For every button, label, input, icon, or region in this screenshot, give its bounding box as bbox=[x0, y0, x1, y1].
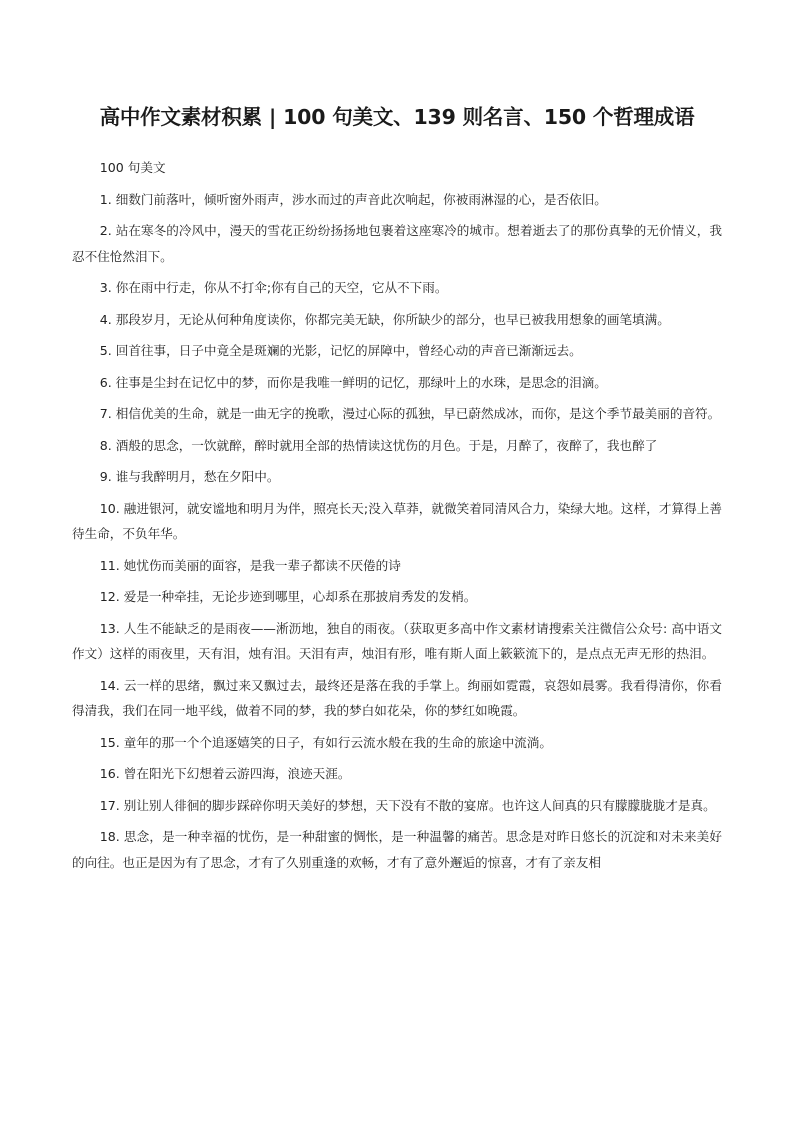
paragraph-17: 17. 别让别人徘徊的脚步踩碎你明天美好的梦想，天下没有不散的宴席。也许这人间真的只有朦朦胧胧才是真。 bbox=[99, 797, 716, 813]
paragraph-13: 13. 人生不能缺乏的是雨夜——淅沥地，独自的雨夜。（获取更多高中作文素材请搜索关注微信公众号: 高中语文作文）这样的雨夜里，天有泪，烛有泪。天泪有声，烛泪有形，唯有斯人面上簌簌流下的，是点点无声无形的热泪。 bbox=[72, 620, 722, 661]
paragraph-4: 4. 那段岁月，无论从何种角度读你，你都完美无缺，你所缺少的部分，也早已被我用想象的画笔填满。 bbox=[99, 311, 670, 327]
section-heading: 100 句美文 bbox=[99, 160, 166, 175]
paragraph-1: 1. 细数门前落叶，倾听窗外雨声，涉水而过的声音此次响起，你被雨淋湿的心，是否依旧。 bbox=[99, 191, 607, 207]
paragraph-16: 16. 曾在阳光下幻想着云游四海，浪迹天涯。 bbox=[99, 766, 351, 781]
paragraph-10: 10. 融进银河，就安谧地和明月为伴，照亮长天;没入草莽，就微笑着同清风合力，染绿大地。这样，才算得上善待生命，不负年华。 bbox=[72, 500, 722, 541]
paragraph-5: 5. 回首往事，日子中竟全是斑斓的光影，记忆的屏障中，曾经心动的声音已渐渐远去。 bbox=[99, 343, 582, 358]
paragraph-11: 11. 她忧伤而美丽的面容，是我一辈子都读不厌倦的诗 bbox=[99, 557, 401, 573]
paragraph-9: 9. 谁与我醉明月，愁在夕阳中。 bbox=[99, 469, 280, 484]
paragraph-18: 18. 思念，是一种幸福的忧伤，是一种甜蜜的惆怅，是一种温馨的痛苦。思念是对昨日悠长的沉淀和对未来美好的向往。也正是因为有了思念，才有了久别重逢的欢畅，才有了意外邂逅的惊喜，才有了亲友相 bbox=[72, 829, 722, 870]
paragraph-15: 15. 童年的那一个个追逐嬉笑的日子，有如行云流水般在我的生命的旅途中流淌。 bbox=[99, 734, 552, 750]
document-title: 高中作文素材积累 | 100 句美文、139 则名言、150 个哲理成语 bbox=[99, 105, 695, 129]
paragraph-3: 3. 你在雨中行走，你从不打伞;你有自己的天空，它从不下雨。 bbox=[99, 280, 448, 295]
document-body bbox=[72, 155, 722, 881]
paragraph-14: 14. 云一样的思绪，飘过来又飘过去，最终还是落在我的手掌上。绚丽如霓霞，哀怨如晨雾。我看得清你，你看得清我，我们在同一地平线，做着不同的梦，我的梦白如花朵，你的梦红如晚霞。 bbox=[72, 677, 722, 718]
paragraph-12: 12. 爱是一种牵挂，无论步迹到哪里，心却系在那披肩秀发的发梢。 bbox=[99, 589, 477, 604]
paragraph-2: 2. 站在寒冬的冷风中，漫天的雪花正纷纷扬扬地包裹着这座寒冷的城市。想着逝去了的那份真挚的无价情义，我忍不住怆然泪下。 bbox=[72, 223, 722, 264]
paragraph-6: 6. 往事是尘封在记忆中的梦，而你是我唯一鲜明的记忆，那绿叶上的水珠，是思念的泪滴。 bbox=[99, 374, 607, 390]
paragraph-8: 8. 酒般的思念，一饮就醉，醉时就用全部的热情读这忧伤的月色。于是，月醉了，夜醉了，我也醉了 bbox=[99, 437, 658, 453]
paragraph-7: 7. 相信优美的生命，就是一曲无字的挽歌，漫过心际的孤独，早已蔚然成冰，而你，是这个季节最美丽的音符。 bbox=[99, 406, 721, 421]
